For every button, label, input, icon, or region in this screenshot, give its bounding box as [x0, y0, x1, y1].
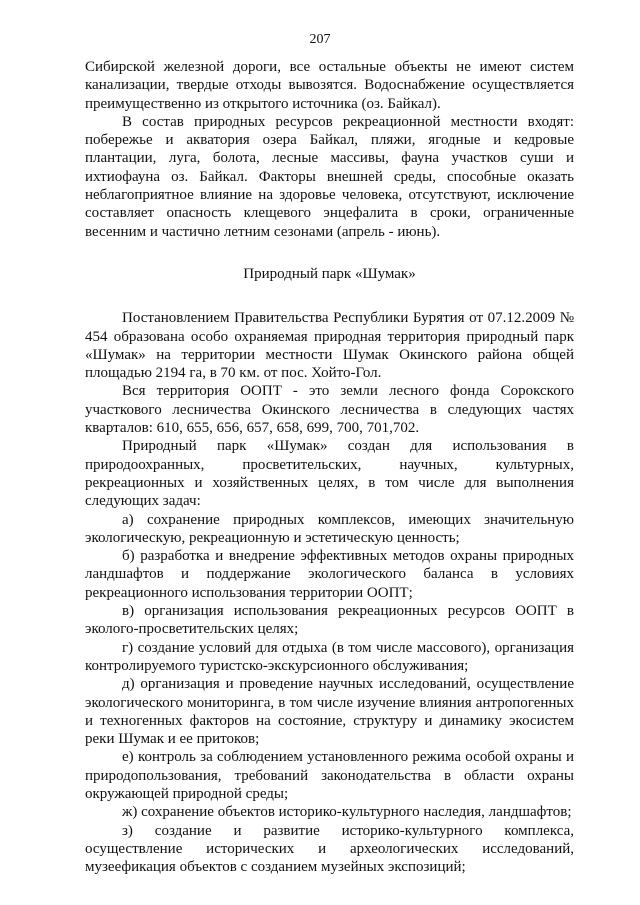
- tasks-list: [85, 511, 574, 877]
- section-heading: Природный парк «Шумак»: [243, 265, 416, 282]
- paragraph-recreation-resources: В состав природных ресурсов рекреационной местности входят: побережье и акватория озера Байкал, пляжи, ягодные и кедровые плантации, луга, болота, лесные массивы, фауна участков суши и ихтиофауна оз. Байкал. Факторы внешней среды, способные оказать неблагоприятное влияние на здоровье человека, отсутствуют, исключение составляет опасность клещевого энцефалита в сроки, ограниченные весенним и частично летним сезонами (апрель - июнь).: [85, 113, 574, 240]
- task-item: з) создание и развитие историко-культурного комплекса, осуществление исторических и археологических исследований, музеефикация объектов с созданием музейных экспозиций;: [85, 822, 574, 876]
- task-item: в) организация использования рекреационных ресурсов ООПТ в эколого-просветительских целях;: [85, 603, 574, 638]
- task-item: д) организация и проведение научных исследований, осуществление экологического мониторинга, в том числе изучение влияния антропогенных и техногенных факторов на состояние, структуру и динамику экосистем реки Шумак и ее притоков;: [85, 676, 574, 748]
- page-number: 207: [309, 32, 331, 47]
- task-item: б) разработка и внедрение эффективных методов охраны природных ландшафтов и поддержание экологического баланса в условиях рекреационного использования территории ООПТ;: [85, 548, 574, 601]
- paragraph-resolution: Постановлением Правительства Республики Бурятия от 07.12.2009 № 454 образована особо охраняемая природная территория природный парк «Шумак» на территории местности Шумак Окинского района общей площадью 2194 га, в 70 км. от пос. Хойто-Гол.: [85, 310, 574, 382]
- task-item: ж) сохранение объектов историко-культурного наследия, ландшафтов;: [122, 804, 572, 821]
- page-body: [85, 58, 574, 876]
- task-item: г) создание условий для отдыха (в том числе массового), организация контролируемого туристско-экскурсионного обслуживания;: [85, 639, 574, 674]
- paragraph-purpose: Природный парк «Шумак» создан для использования в природоохранных, просветительских, научных, культурных, рекреационных и хозяйственных целях, в том числе для выполнения следующих задач:: [85, 438, 574, 510]
- paragraph-continuation: Сибирской железной дороги, все остальные объекты не имеют систем канализации, твердые отходы вывозятся. Водоснабжение осуществляется преимущественно из открытого источника (оз. Байкал).: [85, 59, 574, 112]
- paragraph-territory: Вся территория ООПТ - это земли лесного фонда Сорокского участкового лесничества Окинского лесничества в следующих частях кварталов: 610, 655, 656, 657, 658, 699, 700, 701,702.: [85, 383, 574, 437]
- task-item: е) контроль за соблюдением установленного режима особой охраны и природопользования, требований законодательства в области охраны окружающей природной среды;: [85, 749, 574, 802]
- task-item: а) сохранение природных комплексов, имеющих значительную экологическую, рекреационную и эстетическую ценность;: [85, 511, 574, 546]
